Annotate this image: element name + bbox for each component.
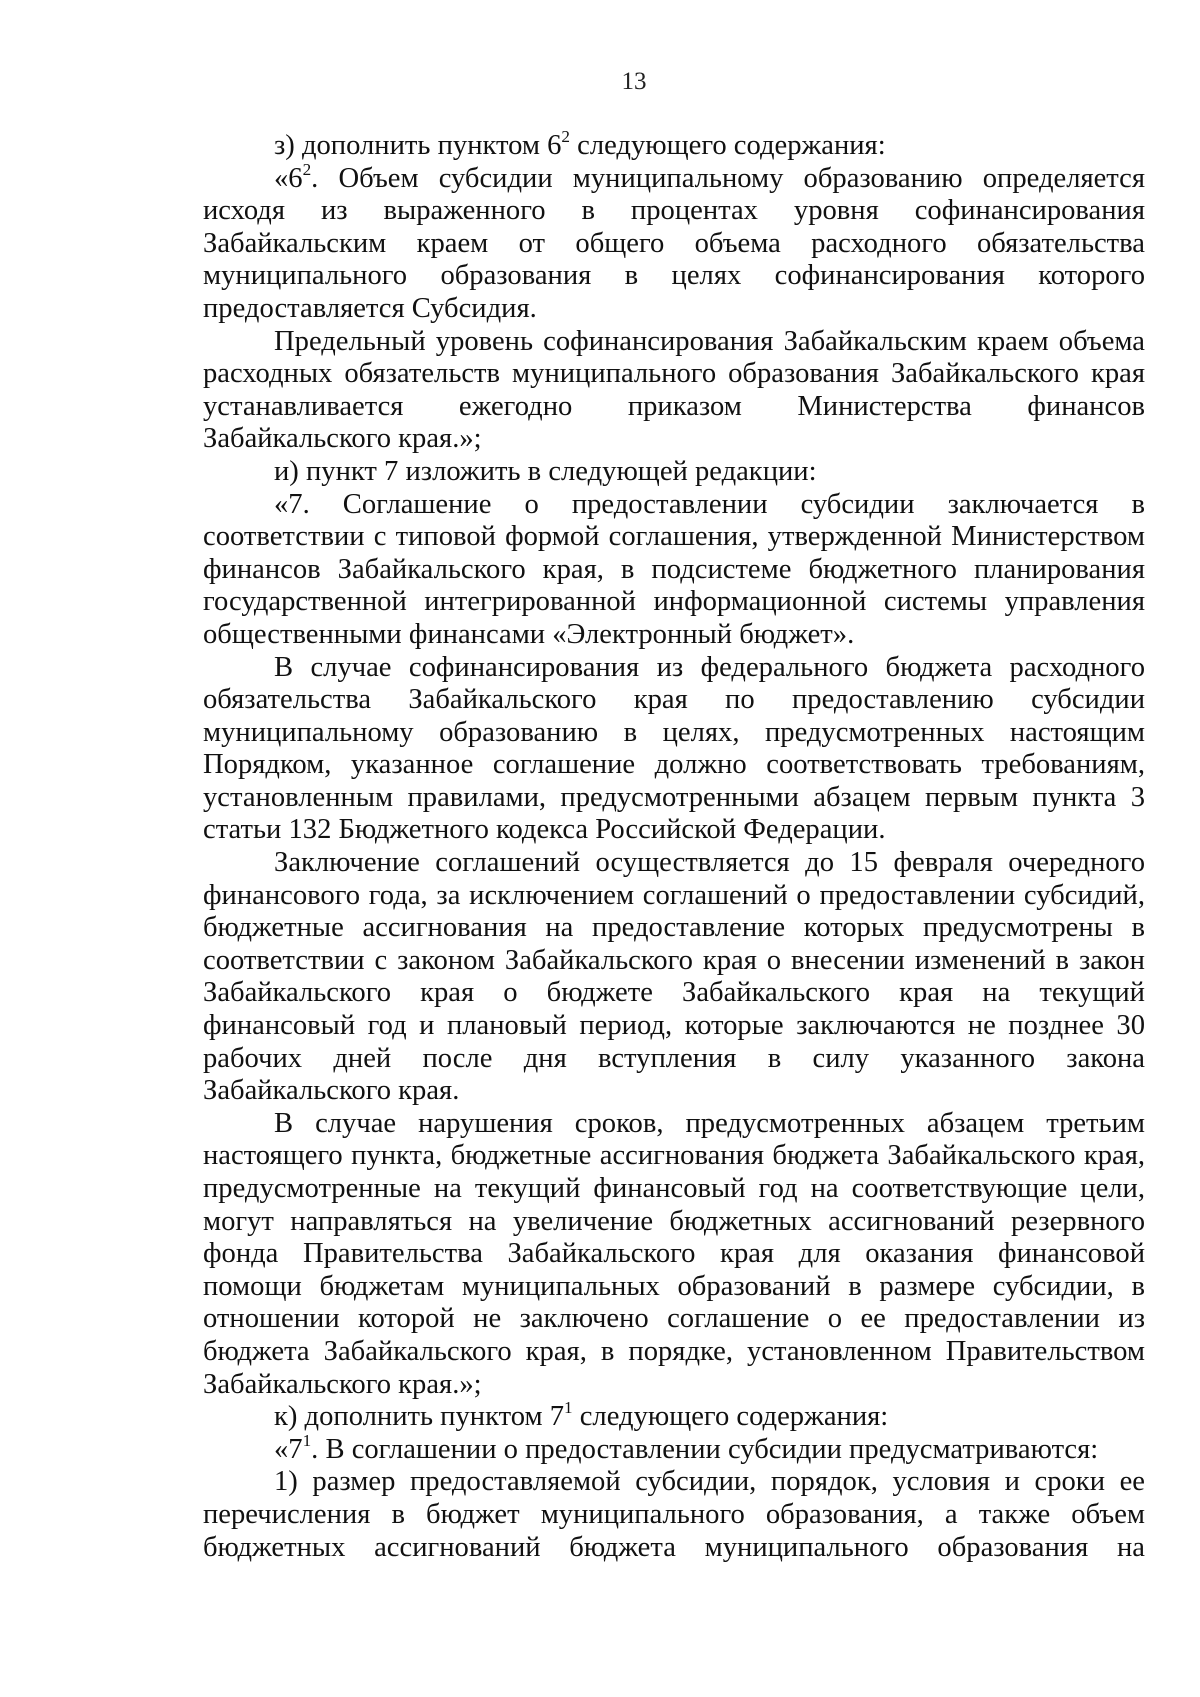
paragraph-text: «7 xyxy=(274,1433,303,1465)
paragraph-text: и) пункт 7 изложить в следующей редакции: xyxy=(274,455,817,487)
paragraph xyxy=(203,326,1145,456)
paragraph-text: следующего содержания: xyxy=(572,1401,889,1433)
paragraph-text: . В соглашении о предоставлении субсидии предусматриваются: xyxy=(311,1433,1099,1465)
superscript: 2 xyxy=(302,159,312,179)
paragraph xyxy=(203,1108,1145,1401)
paragraph-text: Предельный уровень софинансирования Забайкальским краем объема расходных обязательств муниципального образования Забайкальского края устанавливается ежегодно приказом Министерства финансов Забайкальского края.»; xyxy=(203,325,1145,455)
paragraph xyxy=(203,1430,1145,1467)
document-body xyxy=(203,127,1145,1564)
paragraph-text: В случае софинансирования из федерального бюджета расходного обязательства Забайкальского края по предоставлению субсидии муниципальному образованию в целях, предусмотренных настоящим Порядком, указанное соглашение должно соответствовать требованиям, установленным правилами, предусмотренными абзацем первым пункта 3 статьи 132 Бюджетного кодекса Российской Федерации. xyxy=(203,651,1145,846)
paragraph-text: 1) размер предоставляемой субсидии, порядок, условия и сроки ее перечисления в бюджет муниципального образования, а также объем бюджетных ассигнований бюджета муниципального образования на xyxy=(203,1466,1145,1563)
paragraph xyxy=(203,127,1145,163)
paragraph xyxy=(203,1466,1145,1564)
paragraph xyxy=(203,847,1145,1108)
paragraph-text: з) дополнить пунктом 6 xyxy=(274,130,562,161)
paragraph-text: «6 xyxy=(274,162,303,194)
paragraph xyxy=(203,456,1145,489)
superscript: 1 xyxy=(302,1430,312,1450)
superscript: 2 xyxy=(561,127,570,146)
paragraph xyxy=(203,652,1145,848)
paragraph-text: В случае нарушения сроков, предусмотренных абзацем третьим настоящего пункта, бюджетные ассигнования бюджета Забайкальского края, предусмотренные на текущий финансовый год на соответствующие цели, могут направляться на увеличение бюджетных ассигнований резервного фонда Правительства Забайкальского края для оказания финансовой помощи бюджетам муниципальных образований в размере субсидии, в отношении которой не заключено соглашение о ее предоставлении из бюджета Забайкальского края, в порядке, установленном Правительством Забайкальского края.»; xyxy=(203,1107,1145,1400)
page-number: 13 xyxy=(621,68,647,95)
paragraph-text: к) дополнить пунктом 7 xyxy=(274,1401,565,1433)
paragraph xyxy=(203,489,1145,652)
paragraph-text: Заключение соглашений осуществляется до 15 февраля очередного финансового года, за исключением соглашений о предоставлении субсидий, бюджетные ассигнования на предоставление которых предусмотрены в соответствии с законом Забайкальского края о внесении изменений в закон Забайкальского края о бюджете Забайкальского края на текущий финансовый год и плановый период, которые заключаются не позднее 30 рабочих дней после дня вступления в силу указанного закона Забайкальского края. xyxy=(203,847,1145,1107)
superscript: 1 xyxy=(564,1398,573,1418)
paragraph xyxy=(203,1398,1145,1434)
paragraph-text: . Объем субсидии муниципальному образованию определяется исходя из выраженного в процентах уровня софинансирования Забайкальским краем от общего объема расходного обязательства муниципального образования в целях софинансирования которого предоставляется Субсидия. xyxy=(203,162,1145,324)
paragraph-text: следующего содержания: xyxy=(570,130,886,161)
paragraph xyxy=(203,159,1145,326)
paragraph-text: «7. Соглашение о предоставлении субсидии заключается в соответствии с типовой формой соглашения, утвержденной Министерством финансов Забайкальского края, в подсистеме бюджетного планирования государственной интегрированной информационной системы управления общественными финансами «Электронный бюджет». xyxy=(203,488,1145,650)
